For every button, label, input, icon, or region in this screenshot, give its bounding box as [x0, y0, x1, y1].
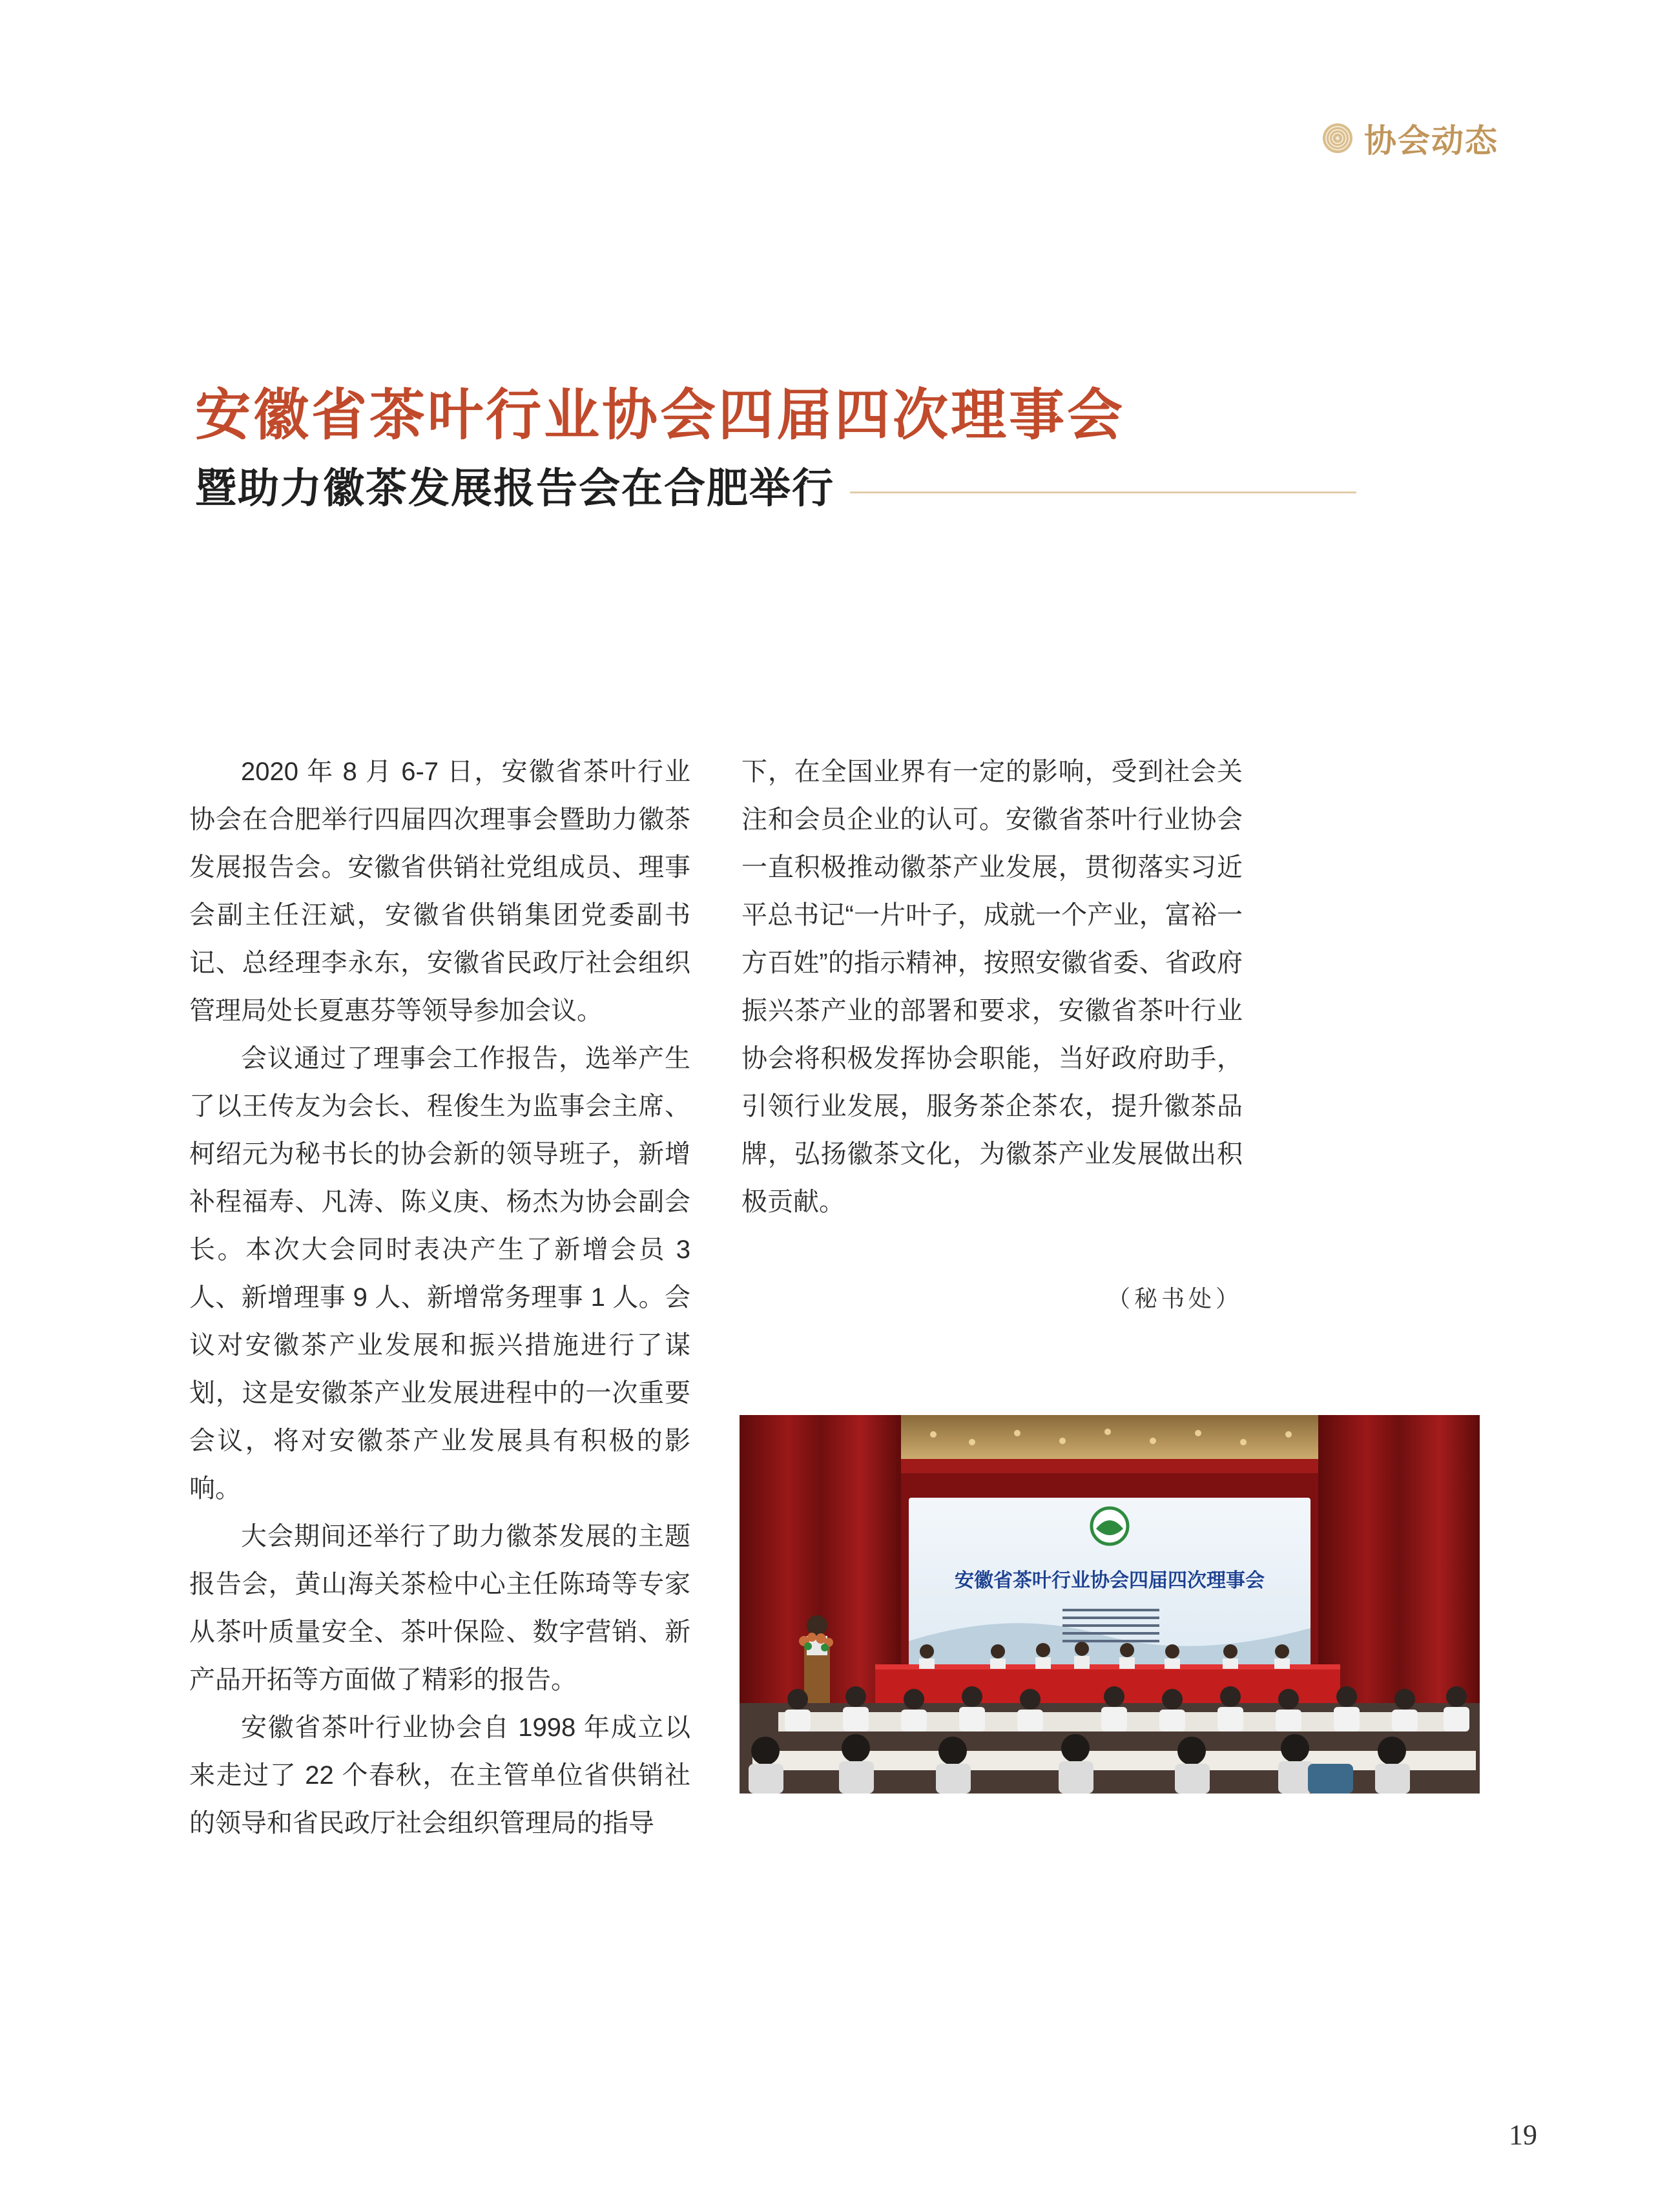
article-column-left — [189, 748, 690, 1847]
page-number: 19 — [1509, 2119, 1537, 2151]
section-tag — [1321, 115, 1498, 161]
subtitle-divider — [850, 491, 1356, 493]
paragraph: 安徽省茶叶行业协会自 1998 年成立以来走过了 22 个春秋，在主管单位省供销社的领导和省民政厅社会组织管理局的指导 — [189, 1713, 690, 1837]
concentric-circle-icon — [1321, 122, 1354, 154]
paragraph: 会议通过了理事会工作报告，选举产生了以王传友为会长、程俊生为监事会主席、柯绍元为秘书长的协会新的领导班子，新增补程福寿、凡涛、陈义庚、杨杰为协会副会长。本次大会同时表决产生了新增会员 3 人、新增理事 9 人、新增常务理事 1 人。会议对安徽茶产业发展和振兴措施进行了谋划，这是安徽茶产业发展进程中的一次重要会议，将对安徽茶产业发展具有积极的影响。 — [189, 1044, 690, 1503]
paragraph: 大会期间还举行了助力徽茶发展的主题报告会，黄山海关茶检中心主任陈琦等专家从茶叶质量安全、茶叶保险、数字营销、新产品开拓等方面做了精彩的报告。 — [189, 1522, 690, 1694]
screen-title: 安徽省茶叶行业协会四届四次理事会 — [955, 1569, 1265, 1592]
article-signature: （秘书处） — [1106, 1286, 1243, 1312]
meeting-photo — [740, 1415, 1480, 1793]
subtitle-row — [195, 460, 1356, 518]
paragraph: 2020 年 8 月 6-7 日，安徽省茶叶行业协会在合肥举行四届四次理事会暨助力徽茶发展报告会。安徽省供销社党组成员、理事会副主任汪斌，安徽省供销集团党委副书记、总经理李永东，安徽省民政厅社会组织管理局处长夏惠芬等领导参加会议。 — [189, 758, 690, 1025]
article-column-right — [741, 748, 1243, 1226]
paragraph: 下，在全国业界有一定的影响，受到社会关注和会员企业的认可。安徽省茶叶行业协会一直积极推动徽茶产业发展，贯彻落实习近平总书记“一片叶子，成就一个产业，富裕一方百姓”的指示精神，按照安徽省委、省政府振兴茶产业的部署和要求，安徽省茶叶行业协会将积极发挥协会职能，当好政府助手，引领行业发展，服务茶企茶农，提升徽茶品牌，弘扬徽茶文化，为徽茶产业发展做出积极贡献。 — [741, 758, 1243, 1216]
article-title: 安徽省茶叶行业协会四届四次理事会 — [195, 382, 1125, 448]
article-subtitle: 暨助力徽茶发展报告会在合肥举行 — [195, 465, 834, 513]
section-label: 协会动态 — [1364, 121, 1498, 160]
